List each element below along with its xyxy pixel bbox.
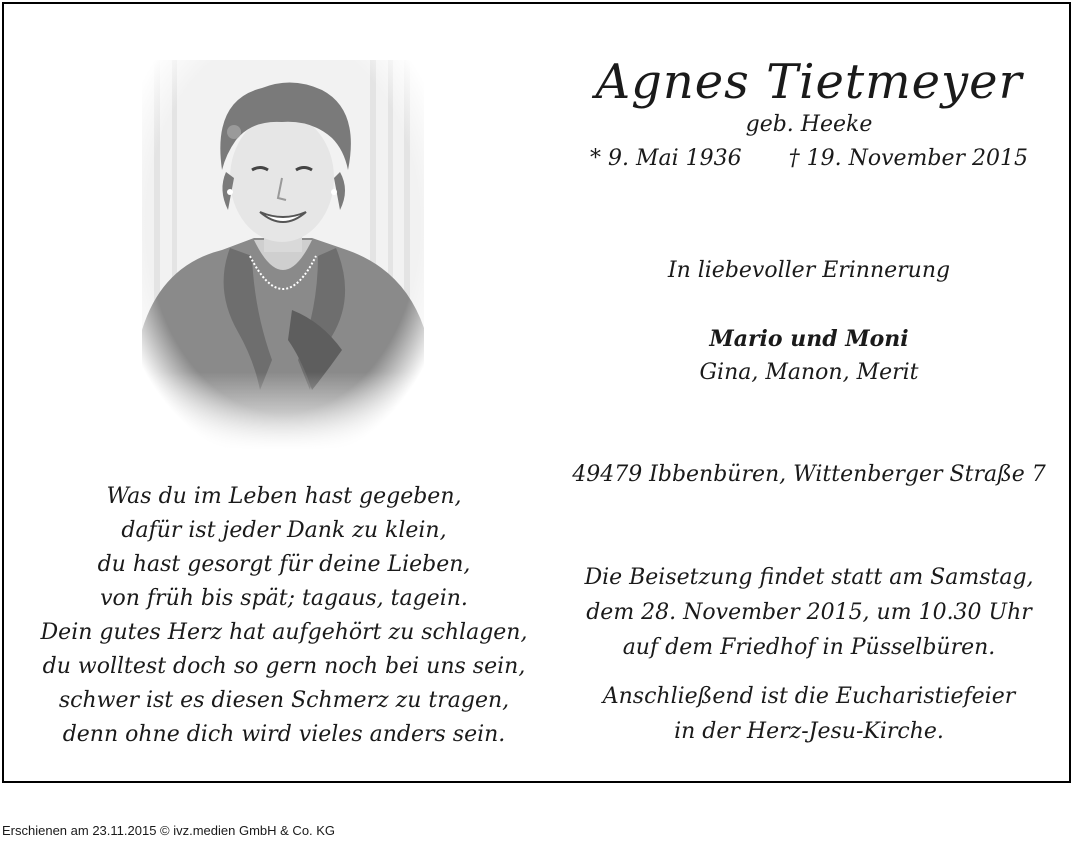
- funeral-info: [564, 560, 1054, 665]
- poem-line: du wolltest doch so gern noch bei uns sein,: [42, 654, 526, 679]
- obituary-notice: [2, 2, 1071, 783]
- poem-line: Dein gutes Herz hat aufgehört zu schlagen,: [40, 620, 528, 645]
- portrait-photo: [142, 60, 424, 450]
- death-date: † 19. November 2015: [788, 146, 1028, 171]
- deceased-name: Agnes Tietmeyer: [595, 54, 1023, 110]
- address: 49479 Ibbenbüren, Wittenberger Straße 7: [572, 462, 1046, 487]
- poem-line: dafür ist jeder Dank zu klein,: [121, 518, 447, 543]
- birth-name: geb. Heeke: [745, 112, 873, 137]
- poem-line: du hast gesorgt für deine Lieben,: [97, 552, 471, 577]
- mass-line: in der Herz-Jesu-Kirche.: [674, 719, 944, 744]
- birth-date: * 9. Mai 1936: [590, 146, 742, 171]
- poem-line: Was du im Leben hast gegeben,: [106, 484, 462, 509]
- memorial-poem: [34, 480, 534, 752]
- funeral-line: auf dem Friedhof in Püsselbüren.: [622, 635, 996, 660]
- family-sub-names: Gina, Manon, Merit: [699, 360, 919, 385]
- poem-line: von früh bis spät; tagaus, tagein.: [100, 586, 468, 611]
- memory-line: In liebevoller Erinnerung: [667, 258, 951, 283]
- mass-info: [564, 679, 1054, 749]
- mass-line: Anschließend ist die Eucharistiefeier: [602, 684, 1016, 709]
- poem-line: schwer ist es diesen Schmerz zu tragen,: [58, 688, 510, 713]
- family-main-names: Mario und Moni: [709, 326, 909, 352]
- funeral-line: dem 28. November 2015, um 10.30 Uhr: [586, 600, 1032, 625]
- publication-footer: Erschienen am 23.11.2015 © ivz.medien GmbH & Co. KG: [2, 823, 336, 838]
- poem-line: denn ohne dich wird vieles anders sein.: [62, 722, 506, 747]
- funeral-line: Die Beisetzung findet statt am Samstag,: [584, 565, 1034, 590]
